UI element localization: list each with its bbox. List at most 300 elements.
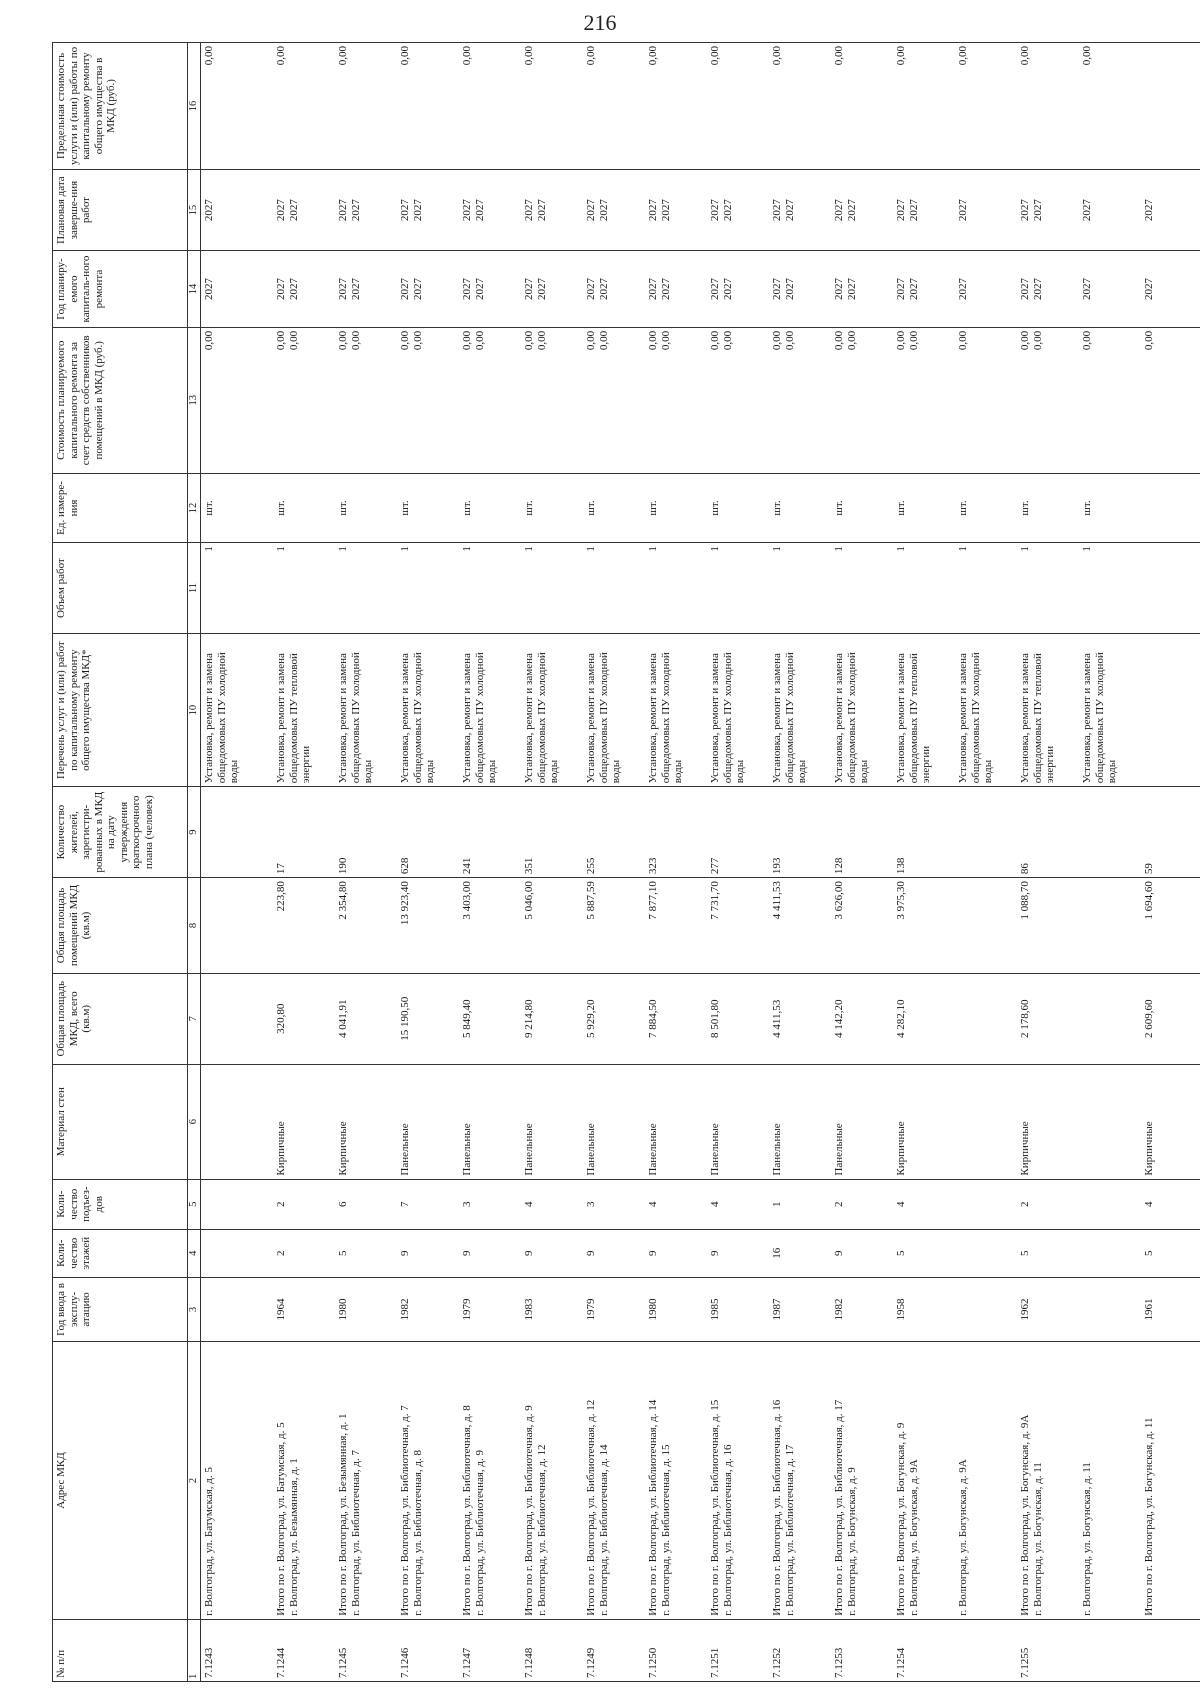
cost-value: 0,00 [287, 330, 300, 351]
summary-text: Итого по г. Волгоград, ул. Богунская, д. 9 [895, 1422, 907, 1616]
total-area-cell [1079, 973, 1141, 1064]
residents-cell: 351 [521, 787, 583, 878]
cost-value: 0,00 [721, 330, 734, 351]
table-row [893, 43, 955, 1682]
entrances-cell: 6 [335, 1179, 397, 1229]
end-date-cell [583, 169, 645, 250]
plan-year-cell [1141, 251, 1200, 328]
plan-year-cell [831, 251, 893, 328]
floors-cell: 9 [707, 1229, 769, 1277]
plan-year-cell [583, 251, 645, 328]
summary-text: Итого по г. Волгоград, ул. Библиотечная, д. 17 [833, 1399, 845, 1616]
unit-cell: шт. [955, 473, 1017, 542]
limit-cost-cell: 0,00 [1079, 43, 1141, 170]
plan-year-cell [645, 251, 707, 328]
plan-year-value: 2027 [647, 278, 659, 301]
address-cell [955, 1342, 1017, 1620]
end-date-value: 2027 [275, 199, 287, 222]
table-row [273, 43, 335, 1682]
address-text: г. Волгоград, ул. Библиотечная, д. 7 [349, 1449, 362, 1616]
limit-cost-cell: 0,00 [645, 43, 707, 170]
table-row [521, 43, 583, 1682]
col-header-material: Материал стен [53, 1064, 188, 1179]
premises-area-cell [201, 878, 274, 974]
unit-cell: шт. [273, 473, 335, 542]
premises-area-cell: 3 403,00 [459, 878, 521, 974]
capital-repair-table [52, 42, 1200, 1682]
floors-cell: 5 [1017, 1229, 1079, 1277]
col-header-total-area: Общая площадь МКД, всего (кв.м) [53, 973, 188, 1064]
cost-value: 0,00 [1019, 330, 1031, 351]
unit-cell: шт. [397, 473, 459, 542]
floors-cell: 9 [583, 1229, 645, 1277]
plan-year-cell [335, 251, 397, 328]
entrances-cell: 2 [273, 1179, 335, 1229]
premises-area-cell: 223,80 [273, 878, 335, 974]
plan-year-cell [893, 251, 955, 328]
end-date-value: 2027 [349, 199, 362, 222]
material-cell: Кирпичные [893, 1064, 955, 1179]
cost-value: 0,00 [1143, 330, 1155, 351]
total-area-cell: 7 884,50 [645, 973, 707, 1064]
table-row [769, 43, 831, 1682]
col-number: 1 [188, 1619, 201, 1681]
volume-cell [1141, 543, 1200, 634]
address-cell [521, 1342, 583, 1620]
work-cell [1141, 634, 1200, 787]
end-date-cell [273, 169, 335, 250]
year-cell: 1961 [1141, 1277, 1200, 1342]
end-date-cell [769, 169, 831, 250]
address-text: г. Волгоград, ул. Богунская, д. 11 [1031, 1462, 1044, 1616]
floors-cell: 2 [273, 1229, 335, 1277]
premises-area-cell: 4 411,53 [769, 878, 831, 974]
col-number: 13 [188, 327, 201, 473]
cost-value: 0,00 [461, 330, 473, 351]
cost-value: 0,00 [585, 330, 597, 351]
premises-area-cell [1079, 878, 1141, 974]
plan-year-value: 2027 [535, 278, 548, 301]
address-cell [645, 1342, 707, 1620]
cost-cell [645, 327, 707, 473]
year-cell: 1987 [769, 1277, 831, 1342]
col-header-address: Адрес МКД [53, 1342, 188, 1620]
address-cell [893, 1342, 955, 1620]
plan-year-cell [1017, 251, 1079, 328]
table-row [201, 43, 274, 1682]
col-header-no: № п/п [53, 1619, 188, 1681]
col-number: 9 [188, 787, 201, 878]
plan-year-value: 2027 [585, 278, 597, 301]
premises-area-cell: 5 046,00 [521, 878, 583, 974]
col-header-floors: Коли-чество этажей [53, 1229, 188, 1277]
residents-cell: 628 [397, 787, 459, 878]
cost-value: 0,00 [845, 330, 858, 351]
end-date-value: 2027 [1143, 199, 1155, 222]
total-area-cell [955, 973, 1017, 1064]
year-cell: 1985 [707, 1277, 769, 1342]
work-cell: Установка, ремонт и замена общедомовых ПУ холодной воды [201, 634, 274, 787]
row-number [1079, 1619, 1141, 1681]
limit-cost-cell: 0,00 [583, 43, 645, 170]
address-text: г. Волгоград, ул. Библиотечная, д. 12 [535, 1444, 548, 1616]
entrances-cell: 4 [521, 1179, 583, 1229]
address-cell [1141, 1342, 1200, 1620]
year-cell: 1980 [335, 1277, 397, 1342]
plan-year-value: 2027 [1143, 278, 1155, 301]
address-text: г. Волгоград, ул. Батумская, д. 5 [203, 1467, 215, 1616]
plan-year-value: 2027 [833, 278, 845, 301]
unit-cell: шт. [893, 473, 955, 542]
end-date-value: 2027 [1081, 199, 1093, 222]
unit-cell: шт. [831, 473, 893, 542]
entrances-cell [955, 1179, 1017, 1229]
end-date-value: 2027 [659, 199, 672, 222]
plan-year-value: 2027 [597, 278, 610, 301]
material-cell: Панельные [645, 1064, 707, 1179]
premises-area-cell: 1 694,60 [1141, 878, 1200, 974]
volume-cell: 1 [1017, 543, 1079, 634]
premises-area-cell: 13 923,40 [397, 878, 459, 974]
address-text: г. Волгоград, ул. Богунская, д. 9А [957, 1459, 969, 1616]
col-number: 2 [188, 1342, 201, 1620]
work-cell: Установка, ремонт и замена общедомовых ПУ холодной воды [831, 634, 893, 787]
cost-value: 0,00 [1081, 330, 1093, 351]
col-header-premises-area: Общая площадь помещений МКД (кв.м) [53, 878, 188, 974]
col-header-end-date: Плановая дата заверше-ния работ [53, 169, 188, 250]
cost-value: 0,00 [783, 330, 796, 351]
premises-area-cell: 3 975,30 [893, 878, 955, 974]
end-date-value: 2027 [473, 199, 486, 222]
address-cell [1017, 1342, 1079, 1620]
volume-cell: 1 [831, 543, 893, 634]
premises-area-cell [955, 878, 1017, 974]
plan-year-value: 2027 [783, 278, 796, 301]
end-date-value: 2027 [523, 199, 535, 222]
plan-year-value: 2027 [845, 278, 858, 301]
address-text: г. Волгоград, ул. Библиотечная, д. 8 [411, 1449, 424, 1616]
plan-year-value: 2027 [203, 278, 215, 301]
total-area-cell: 5 849,40 [459, 973, 521, 1064]
rotated-table-wrapper [52, 42, 1200, 1682]
material-cell: Панельные [397, 1064, 459, 1179]
end-date-cell [397, 169, 459, 250]
end-date-value: 2027 [709, 199, 721, 222]
plan-year-cell [459, 251, 521, 328]
end-date-value: 2027 [411, 199, 424, 222]
row-number: 7.1251 [707, 1619, 769, 1681]
cost-cell [831, 327, 893, 473]
end-date-value: 2027 [337, 199, 349, 222]
end-date-value: 2027 [287, 199, 300, 222]
end-date-value: 2027 [833, 199, 845, 222]
address-cell [201, 1342, 274, 1620]
plan-year-value: 2027 [721, 278, 734, 301]
unit-cell: шт. [201, 473, 274, 542]
address-cell [707, 1342, 769, 1620]
address-text: г. Волгоград, ул. Библиотечная, д. 15 [659, 1444, 672, 1616]
address-cell [459, 1342, 521, 1620]
residents-cell [201, 787, 274, 878]
col-number: 6 [188, 1064, 201, 1179]
entrances-cell: 4 [893, 1179, 955, 1229]
cost-value: 0,00 [833, 330, 845, 351]
address-text: г. Волгоград, ул. Богунская, д. 9 [845, 1467, 858, 1616]
table-row [335, 43, 397, 1682]
cost-value: 0,00 [709, 330, 721, 351]
plan-year-value: 2027 [287, 278, 300, 301]
end-date-cell [1141, 169, 1200, 250]
cost-value: 0,00 [473, 330, 486, 351]
plan-year-cell [521, 251, 583, 328]
total-area-cell [201, 973, 274, 1064]
cost-cell [397, 327, 459, 473]
summary-text: Итого по г. Волгоград, ул. Богунская, д. 9А [1019, 1414, 1031, 1616]
volume-cell: 1 [893, 543, 955, 634]
summary-text: Итого по г. Волгоград, ул. Библиотечная, д. 15 [709, 1399, 721, 1616]
residents-cell: 323 [645, 787, 707, 878]
end-date-cell [831, 169, 893, 250]
floors-cell [1079, 1229, 1141, 1277]
table-row [831, 43, 893, 1682]
plan-year-cell [273, 251, 335, 328]
col-header-cost: Стоимость планируемого капитального ремонта за счет средств собственников помещений в МКД (руб.) [53, 327, 188, 473]
cost-cell [769, 327, 831, 473]
end-date-value: 2027 [783, 199, 796, 222]
end-date-cell [201, 169, 274, 250]
cost-value: 0,00 [523, 330, 535, 351]
row-number [1141, 1619, 1200, 1681]
plan-year-value: 2027 [1081, 278, 1093, 301]
plan-year-value: 2027 [399, 278, 411, 301]
residents-cell: 190 [335, 787, 397, 878]
end-date-value: 2027 [771, 199, 783, 222]
table-body [201, 43, 1200, 1682]
cost-value: 0,00 [411, 330, 424, 351]
row-number: 7.1246 [397, 1619, 459, 1681]
year-cell: 1979 [583, 1277, 645, 1342]
address-cell [397, 1342, 459, 1620]
material-cell: Панельные [459, 1064, 521, 1179]
limit-cost-cell: 0,00 [335, 43, 397, 170]
col-number: 8 [188, 878, 201, 974]
cost-cell [1017, 327, 1079, 473]
premises-area-cell: 2 354,80 [335, 878, 397, 974]
year-cell [955, 1277, 1017, 1342]
end-date-cell [335, 169, 397, 250]
year-cell: 1982 [831, 1277, 893, 1342]
entrances-cell: 2 [1017, 1179, 1079, 1229]
plan-year-value: 2027 [709, 278, 721, 301]
limit-cost-cell [1141, 43, 1200, 170]
col-number: 11 [188, 543, 201, 634]
floors-cell [201, 1229, 274, 1277]
col-number: 15 [188, 169, 201, 250]
cost-cell [707, 327, 769, 473]
floors-cell: 9 [645, 1229, 707, 1277]
end-date-cell [521, 169, 583, 250]
entrances-cell [1079, 1179, 1141, 1229]
summary-text: Итого по г. Волгоград, ул. Библиотечная, д. 16 [771, 1399, 783, 1616]
work-cell: Установка, ремонт и замена общедомовых ПУ холодной воды [707, 634, 769, 787]
unit-cell: шт. [521, 473, 583, 542]
end-date-value: 2027 [461, 199, 473, 222]
limit-cost-cell: 0,00 [893, 43, 955, 170]
total-area-cell: 9 214,80 [521, 973, 583, 1064]
entrances-cell [201, 1179, 274, 1229]
table-row [459, 43, 521, 1682]
material-cell: Кирпичные [1141, 1064, 1200, 1179]
address-cell [831, 1342, 893, 1620]
col-number: 14 [188, 251, 201, 328]
plan-year-value: 2027 [473, 278, 486, 301]
address-text: г. Волгоград, ул. Библиотечная, д. 16 [721, 1444, 734, 1616]
entrances-cell: 4 [707, 1179, 769, 1229]
address-text: г. Волгоград, ул. Богунская, д. 9А [907, 1459, 920, 1616]
cost-value: 0,00 [659, 330, 672, 351]
plan-year-value: 2027 [461, 278, 473, 301]
col-header-limit-cost: Предельная стоимость услуги и (или) работы по капитальному ремонту общего имущества в МКД (руб.) [53, 43, 188, 170]
limit-cost-cell: 0,00 [831, 43, 893, 170]
entrances-cell: 1 [769, 1179, 831, 1229]
row-number: 7.1244 [273, 1619, 335, 1681]
cost-cell [273, 327, 335, 473]
unit-cell: шт. [459, 473, 521, 542]
end-date-cell [1079, 169, 1141, 250]
work-cell: Установка, ремонт и замена общедомовых ПУ холодной воды [521, 634, 583, 787]
limit-cost-cell: 0,00 [201, 43, 274, 170]
end-date-value: 2027 [535, 199, 548, 222]
material-cell: Кирпичные [273, 1064, 335, 1179]
end-date-value: 2027 [1031, 199, 1044, 222]
col-number: 4 [188, 1229, 201, 1277]
work-cell: Установка, ремонт и замена общедомовых ПУ тепловой энергии [273, 634, 335, 787]
work-cell: Установка, ремонт и замена общедомовых ПУ холодной воды [769, 634, 831, 787]
plan-year-value: 2027 [771, 278, 783, 301]
volume-cell: 1 [955, 543, 1017, 634]
material-cell [1079, 1064, 1141, 1179]
limit-cost-cell: 0,00 [273, 43, 335, 170]
table-row [707, 43, 769, 1682]
premises-area-cell: 7 731,70 [707, 878, 769, 974]
cost-value: 0,00 [895, 330, 907, 351]
summary-text: Итого по г. Волгоград, ул. Библиотечная, д. 14 [647, 1399, 659, 1616]
material-cell: Панельные [769, 1064, 831, 1179]
unit-cell: шт. [1079, 473, 1141, 542]
premises-area-cell: 1 088,70 [1017, 878, 1079, 974]
table-row [1017, 43, 1079, 1682]
end-date-cell [707, 169, 769, 250]
material-cell: Панельные [707, 1064, 769, 1179]
plan-year-cell [707, 251, 769, 328]
unit-cell: шт. [769, 473, 831, 542]
material-cell: Панельные [583, 1064, 645, 1179]
summary-text: Итого по г. Волгоград, ул. Библиотечная, д. 12 [585, 1399, 597, 1616]
address-cell [335, 1342, 397, 1620]
premises-area-cell: 7 877,10 [645, 878, 707, 974]
work-cell: Установка, ремонт и замена общедомовых ПУ холодной воды [1079, 634, 1141, 787]
premises-area-cell: 3 626,00 [831, 878, 893, 974]
col-number: 16 [188, 43, 201, 170]
plan-year-value: 2027 [1031, 278, 1044, 301]
col-header-plan-year: Год планиру-емого капиталь-ного ремонта [53, 251, 188, 328]
end-date-value: 2027 [597, 199, 610, 222]
residents-cell: 17 [273, 787, 335, 878]
volume-cell: 1 [201, 543, 274, 634]
floors-cell [955, 1229, 1017, 1277]
address-cell [583, 1342, 645, 1620]
volume-cell: 1 [645, 543, 707, 634]
cost-value: 0,00 [907, 330, 920, 351]
address-cell [1079, 1342, 1141, 1620]
unit-cell: шт. [335, 473, 397, 542]
summary-text: Итого по г. Волгоград, ул. Батумская, д. 5 [275, 1422, 287, 1616]
end-date-cell [459, 169, 521, 250]
col-header-residents: Количество жителей, зарегистри-рованных в МКД на дату утверждения краткосрочного плана (человек) [53, 787, 188, 878]
cost-cell [521, 327, 583, 473]
floors-cell: 5 [1141, 1229, 1200, 1277]
total-area-cell: 2 178,60 [1017, 973, 1079, 1064]
residents-cell: 59 [1141, 787, 1200, 878]
address-text: г. Волгоград, ул. Библиотечная, д. 17 [783, 1444, 796, 1616]
material-cell [955, 1064, 1017, 1179]
volume-cell: 1 [1079, 543, 1141, 634]
header-row [53, 43, 188, 1682]
cost-value: 0,00 [535, 330, 548, 351]
col-header-works: Перечень услуг и (или) работ по капитальному ремонту общего имущества МКД* [53, 634, 188, 787]
year-cell: 1958 [893, 1277, 955, 1342]
year-cell: 1964 [273, 1277, 335, 1342]
limit-cost-cell: 0,00 [1017, 43, 1079, 170]
residents-cell: 255 [583, 787, 645, 878]
residents-cell: 193 [769, 787, 831, 878]
volume-cell: 1 [397, 543, 459, 634]
address-text: г. Волгоград, ул. Библиотечная, д. 9 [473, 1449, 486, 1616]
table-row [1079, 43, 1141, 1682]
end-date-cell [955, 169, 1017, 250]
end-date-value: 2027 [721, 199, 734, 222]
col-number: 3 [188, 1277, 201, 1342]
plan-year-value: 2027 [349, 278, 362, 301]
volume-cell: 1 [707, 543, 769, 634]
col-header-year: Год ввода в эксплу-атацию [53, 1277, 188, 1342]
table-row [583, 43, 645, 1682]
year-cell: 1962 [1017, 1277, 1079, 1342]
work-cell: Установка, ремонт и замена общедомовых ПУ холодной воды [955, 634, 1017, 787]
volume-cell: 1 [459, 543, 521, 634]
plan-year-value: 2027 [337, 278, 349, 301]
end-date-value: 2027 [907, 199, 920, 222]
address-text: г. Волгоград, ул. Богунская, д. 11 [1081, 1462, 1093, 1616]
cost-cell [893, 327, 955, 473]
col-number: 10 [188, 634, 201, 787]
row-number: 7.1249 [583, 1619, 645, 1681]
work-cell: Установка, ремонт и замена общедомовых ПУ холодной воды [335, 634, 397, 787]
col-number: 7 [188, 973, 201, 1064]
col-header-unit: Ед. измере-ния [53, 473, 188, 542]
unit-cell: шт. [583, 473, 645, 542]
limit-cost-cell: 0,00 [397, 43, 459, 170]
entrances-cell: 7 [397, 1179, 459, 1229]
total-area-cell: 8 501,80 [707, 973, 769, 1064]
cost-cell [1079, 327, 1141, 473]
plan-year-value: 2027 [895, 278, 907, 301]
table-row [1141, 43, 1200, 1682]
total-area-cell: 4 142,20 [831, 973, 893, 1064]
row-number: 7.1245 [335, 1619, 397, 1681]
table-row [955, 43, 1017, 1682]
row-number: 7.1253 [831, 1619, 893, 1681]
